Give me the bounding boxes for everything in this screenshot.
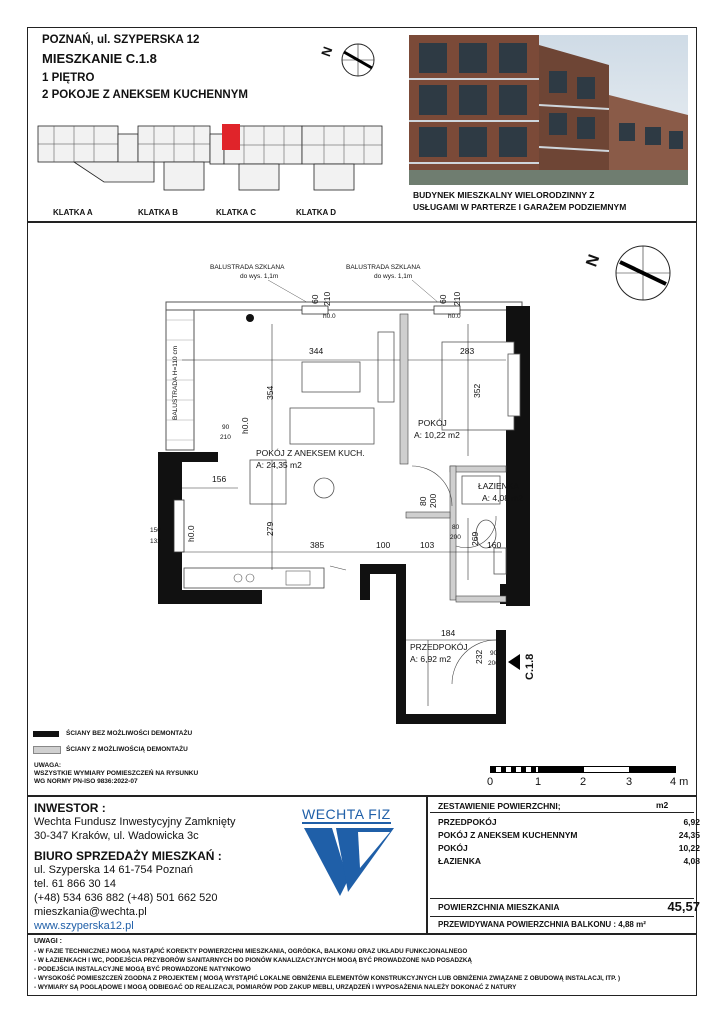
remark-line: - WYSOKOŚĆ POMIESZCZEŃ ZGODNA Z PROJEKTEM ( MOGĄ WYSTĄPIĆ LOKALNE OBNIŻENIA ELEMENTÓW KONSTRUKCYJNYCH LUB OBNIŻENIA ZWIĄZANE Z OBUDOWĄ INSTALACJI, ITP. ) (34, 975, 621, 982)
area-name: POKÓJ (438, 843, 468, 853)
area-name: ŁAZIENKA (438, 856, 481, 866)
investor-title: INWESTOR : (34, 801, 106, 815)
sales-title: BIURO SPRZEDAŻY MIESZKAŃ : (34, 849, 222, 863)
key-plan (34, 120, 394, 200)
highlight-apartment (222, 124, 240, 150)
area-value: 4,08 (683, 856, 700, 866)
door-90: 90 (222, 424, 230, 431)
floor-label: 1 PIĘTRO (42, 72, 95, 84)
building-caption-1: BUDYNEK MIESZKALNY WIELORODZINNY Z (413, 190, 595, 200)
sales-email[interactable]: mieszkania@wechta.pl (34, 906, 147, 918)
plan-compass-letter: N (583, 252, 604, 270)
total-line (430, 898, 694, 899)
hall-area: A: 6,92 m2 (410, 654, 452, 664)
dim-354: 354 (265, 385, 275, 400)
dim-344: 344 (309, 346, 324, 356)
balcony-line (430, 916, 694, 917)
win-60a: 60 (310, 294, 320, 304)
win-132: 132 (150, 538, 161, 545)
legend-fixed-swatch (33, 731, 59, 737)
investor-line-2: 30-347 Kraków, ul. Wadowicka 3c (34, 830, 199, 842)
balustrada-sub-2: do wys. 1,1m (374, 273, 413, 280)
note-line-2: WG NORMY PN-ISO 9836:2022-07 (34, 778, 138, 785)
door-200a: 200 (428, 493, 438, 508)
win-60b: 60 (438, 294, 448, 304)
dim-283: 283 (460, 346, 475, 356)
win-210a: 210 (322, 291, 332, 306)
klatka-b: KLATKA B (138, 208, 178, 217)
remark-line: - W ŁAZIENKACH I WC, PODEJŚCIA PRZYBORÓW SANITARNYCH DO PIONÓW KANALIZACYJNYCH MOGĄ BYĆ PROWADZONE NAD POSADZKĄ (34, 957, 472, 964)
scale-bar-solid (538, 766, 676, 773)
total-label: POWIERZCHNIA MIESZKANIA (438, 902, 560, 912)
dim-269: 269 (470, 531, 480, 546)
sales-website-link[interactable]: www.szyperska12.pl (34, 920, 134, 932)
area-value: 6,92 (683, 817, 700, 827)
dim-103: 103 (420, 540, 435, 550)
dim-100: 100 (376, 540, 391, 550)
remark-line: - WYMIARY SĄ POGLĄDOWE I MOGĄ ODBIEGAĆ OD REALIZACJI, POMIARÓW POD ZAKUP MEBLI, URZĄDZEŃ I WYPOSAŻENIA NALEŻY DOKONAĆ Z NATURY (34, 984, 517, 991)
total-value: 45,57 (667, 899, 700, 914)
area-value: 10,22 (678, 843, 700, 853)
room-area: A: 10,22 m2 (414, 430, 460, 440)
compass-icon (338, 40, 378, 80)
area-row (438, 830, 700, 840)
dim-385: 385 (310, 540, 325, 550)
win-h0-d: h0.0 (186, 525, 196, 542)
balcony-balustrada-label: BALUSTRADA H=110 cm (172, 345, 179, 420)
dim-279: 279 (265, 521, 275, 536)
scale-1: 1 (535, 776, 542, 788)
areas-unit: m2 (656, 800, 669, 810)
room-living-area: A: 24,35 m2 (256, 460, 302, 470)
area-value: 24,35 (678, 830, 700, 840)
area-row (438, 843, 700, 853)
balustrada-sub-1: do wys. 1,1m (240, 273, 279, 280)
door-80b: 80 (452, 524, 460, 531)
dim-232: 232 (474, 649, 484, 664)
key-compass (320, 40, 380, 80)
wechta-logo (296, 806, 406, 898)
scale-4: 4 m (670, 776, 689, 788)
areas-title: ZESTAWIENIE POWIERZCHNI; (438, 801, 561, 811)
building-render-image (409, 35, 688, 185)
logo-text: WECHTA FIZ (302, 806, 391, 822)
door-90c: 90 (490, 650, 498, 657)
sales-line-2: tel. 61 866 30 14 (34, 878, 116, 890)
win-h0-b: h0.0 (448, 313, 461, 320)
investor-line-1: Wechta Fundusz Inwestycyjny Zamknięty (34, 816, 236, 828)
legend-fixed-label: ŚCIANY BEZ MOŻLIWOŚCI DEMONTAŻU (66, 730, 193, 737)
room-name: POKÓJ (418, 418, 447, 428)
door-200b: 200 (450, 534, 461, 541)
door-h0-c: h0.0 (240, 417, 250, 434)
building-caption-2: USŁUGAMI W PARTERZE I GARAŻEM PODZIEMNYM (413, 202, 627, 212)
dim-352: 352 (472, 383, 482, 398)
balustrada-label-2: BALUSTRADA SZKLANA (346, 264, 421, 271)
apartment-title: MIESZKANIE C.1.8 (42, 51, 157, 66)
legend-removable-label: ŚCIANY Z MOŻLIWOŚCIĄ DEMONTAŻU (66, 746, 188, 753)
entrance-label: C.1.8 (524, 653, 536, 680)
key-compass-letter: N (318, 44, 336, 59)
dim-160: 160 (487, 540, 502, 550)
klatka-d: KLATKA D (296, 208, 336, 217)
bath-name: ŁAZIENKA (478, 481, 520, 491)
scale-0: 0 (487, 776, 494, 788)
rooms-label: 2 POKOJE Z ANEKSEM KUCHENNYM (42, 89, 248, 101)
klatka-c: KLATKA C (216, 208, 256, 217)
plan-compass (583, 240, 686, 310)
balustrada-label-1: BALUSTRADA SZKLANA (210, 264, 285, 271)
win-h0-a: h0.0 (323, 313, 336, 320)
logo-mark-icon (304, 828, 394, 896)
scale-2: 2 (580, 776, 587, 788)
address-title: POZNAŃ, ul. SZYPERSKA 12 (42, 34, 200, 46)
win-150: 150 (150, 527, 161, 534)
sales-line-1: ul. Szyperska 14 61-754 Poznań (34, 864, 193, 876)
door-210: 210 (220, 434, 231, 441)
scale-3: 3 (626, 776, 633, 788)
remark-line: - PODEJŚCIA INSTALACYJNE MOGĄ BYĆ PROWADZONE NATYNKOWO (34, 966, 251, 973)
sales-line-3: (+48) 534 636 882 (+48) 501 662 520 (34, 892, 218, 904)
area-name: PRZEDPOKÓJ (438, 817, 497, 827)
total-row (438, 899, 700, 914)
note-line-1: WSZYSTKIE WYMIARY POMIESZCZEŃ NA RYSUNKU (34, 770, 199, 777)
remarks-title: UWAGI : (34, 938, 62, 945)
room-living-name: POKÓJ Z ANEKSEM KUCH. (256, 448, 365, 458)
entrance-arrow-icon (508, 654, 520, 670)
area-row (438, 856, 700, 866)
remark-line: - W FAZIE TECHNICZNEJ MOGĄ NASTĄPIĆ KOREKTY POWIERZCHNI MIESZKANIA, OGRÓDKA, BALKONU ORAZ UKŁADU FUNKCJONALNEGO (34, 948, 468, 955)
note-title: UWAGA: (34, 762, 62, 769)
hall-name: PRZEDPOKÓJ (410, 642, 468, 652)
door-200c: 200 (488, 660, 499, 667)
dim-184: 184 (441, 628, 456, 638)
area-row (438, 817, 700, 827)
klatka-a: KLATKA A (53, 208, 93, 217)
compass-icon-large (612, 242, 674, 304)
door-80a: 80 (418, 496, 428, 506)
dim-156: 156 (212, 474, 227, 484)
balcony-area: PRZEWIDYWANA POWIERZCHNIA BALKONU : 4,88 m² (438, 920, 646, 929)
area-name: POKÓJ Z ANEKSEM KUCHENNYM (438, 830, 578, 840)
legend-removable-swatch (33, 746, 61, 754)
bath-area: A: 4,08 m2 (482, 493, 524, 503)
areas-underline (430, 812, 694, 813)
win-210b: 210 (452, 291, 462, 306)
